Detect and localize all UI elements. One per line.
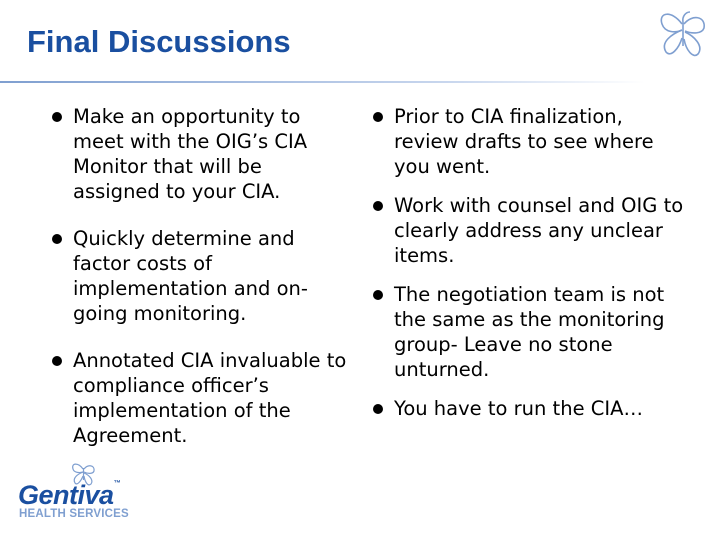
bullet-icon: [373, 404, 383, 414]
list-item: [373, 193, 693, 268]
list-item: [52, 226, 352, 326]
list-item: [52, 104, 352, 204]
bullet-icon: [52, 112, 62, 122]
list-item: [52, 348, 352, 448]
company-logo: [18, 460, 148, 522]
bullet-icon: [373, 290, 383, 300]
list-item: [373, 104, 693, 179]
right-bullet-list: [373, 104, 693, 435]
bullet-icon: [373, 201, 383, 211]
bullet-text: Make an opportunity to meet with the OIG’s CIA Monitor that will be assigned to your CIA.: [73, 105, 308, 203]
logo-name-text: Gentiva: [18, 480, 114, 510]
bullet-text: The negotiation team is not the same as the monitoring group- Leave no stone unturned.: [394, 283, 665, 381]
left-bullet-list: [52, 104, 352, 470]
bullet-icon: [52, 356, 62, 366]
bullet-text: Work with counsel and OIG to clearly address any unclear items.: [394, 194, 684, 267]
bullet-text: You have to run the CIA…: [394, 397, 643, 420]
title-underline: [0, 81, 645, 83]
slide-title: Final Discussions: [27, 24, 291, 59]
bullet-text: Quickly determine and factor costs of implementation and on-going monitoring.: [73, 227, 308, 325]
bullet-text: Annotated CIA invaluable to compliance officer’s implementation of the Agreement.: [73, 349, 347, 447]
butterfly-icon: [652, 6, 712, 66]
list-item: [373, 396, 693, 421]
list-item: [373, 282, 693, 382]
trademark-symbol: ™: [113, 480, 121, 487]
bullet-icon: [373, 112, 383, 122]
logo-wordmark: [18, 480, 120, 511]
bullet-icon: [52, 234, 62, 244]
bullet-text: Prior to CIA finalization, review drafts to see where you went.: [394, 105, 654, 178]
logo-subtitle: HEALTH SERVICES: [19, 508, 129, 520]
